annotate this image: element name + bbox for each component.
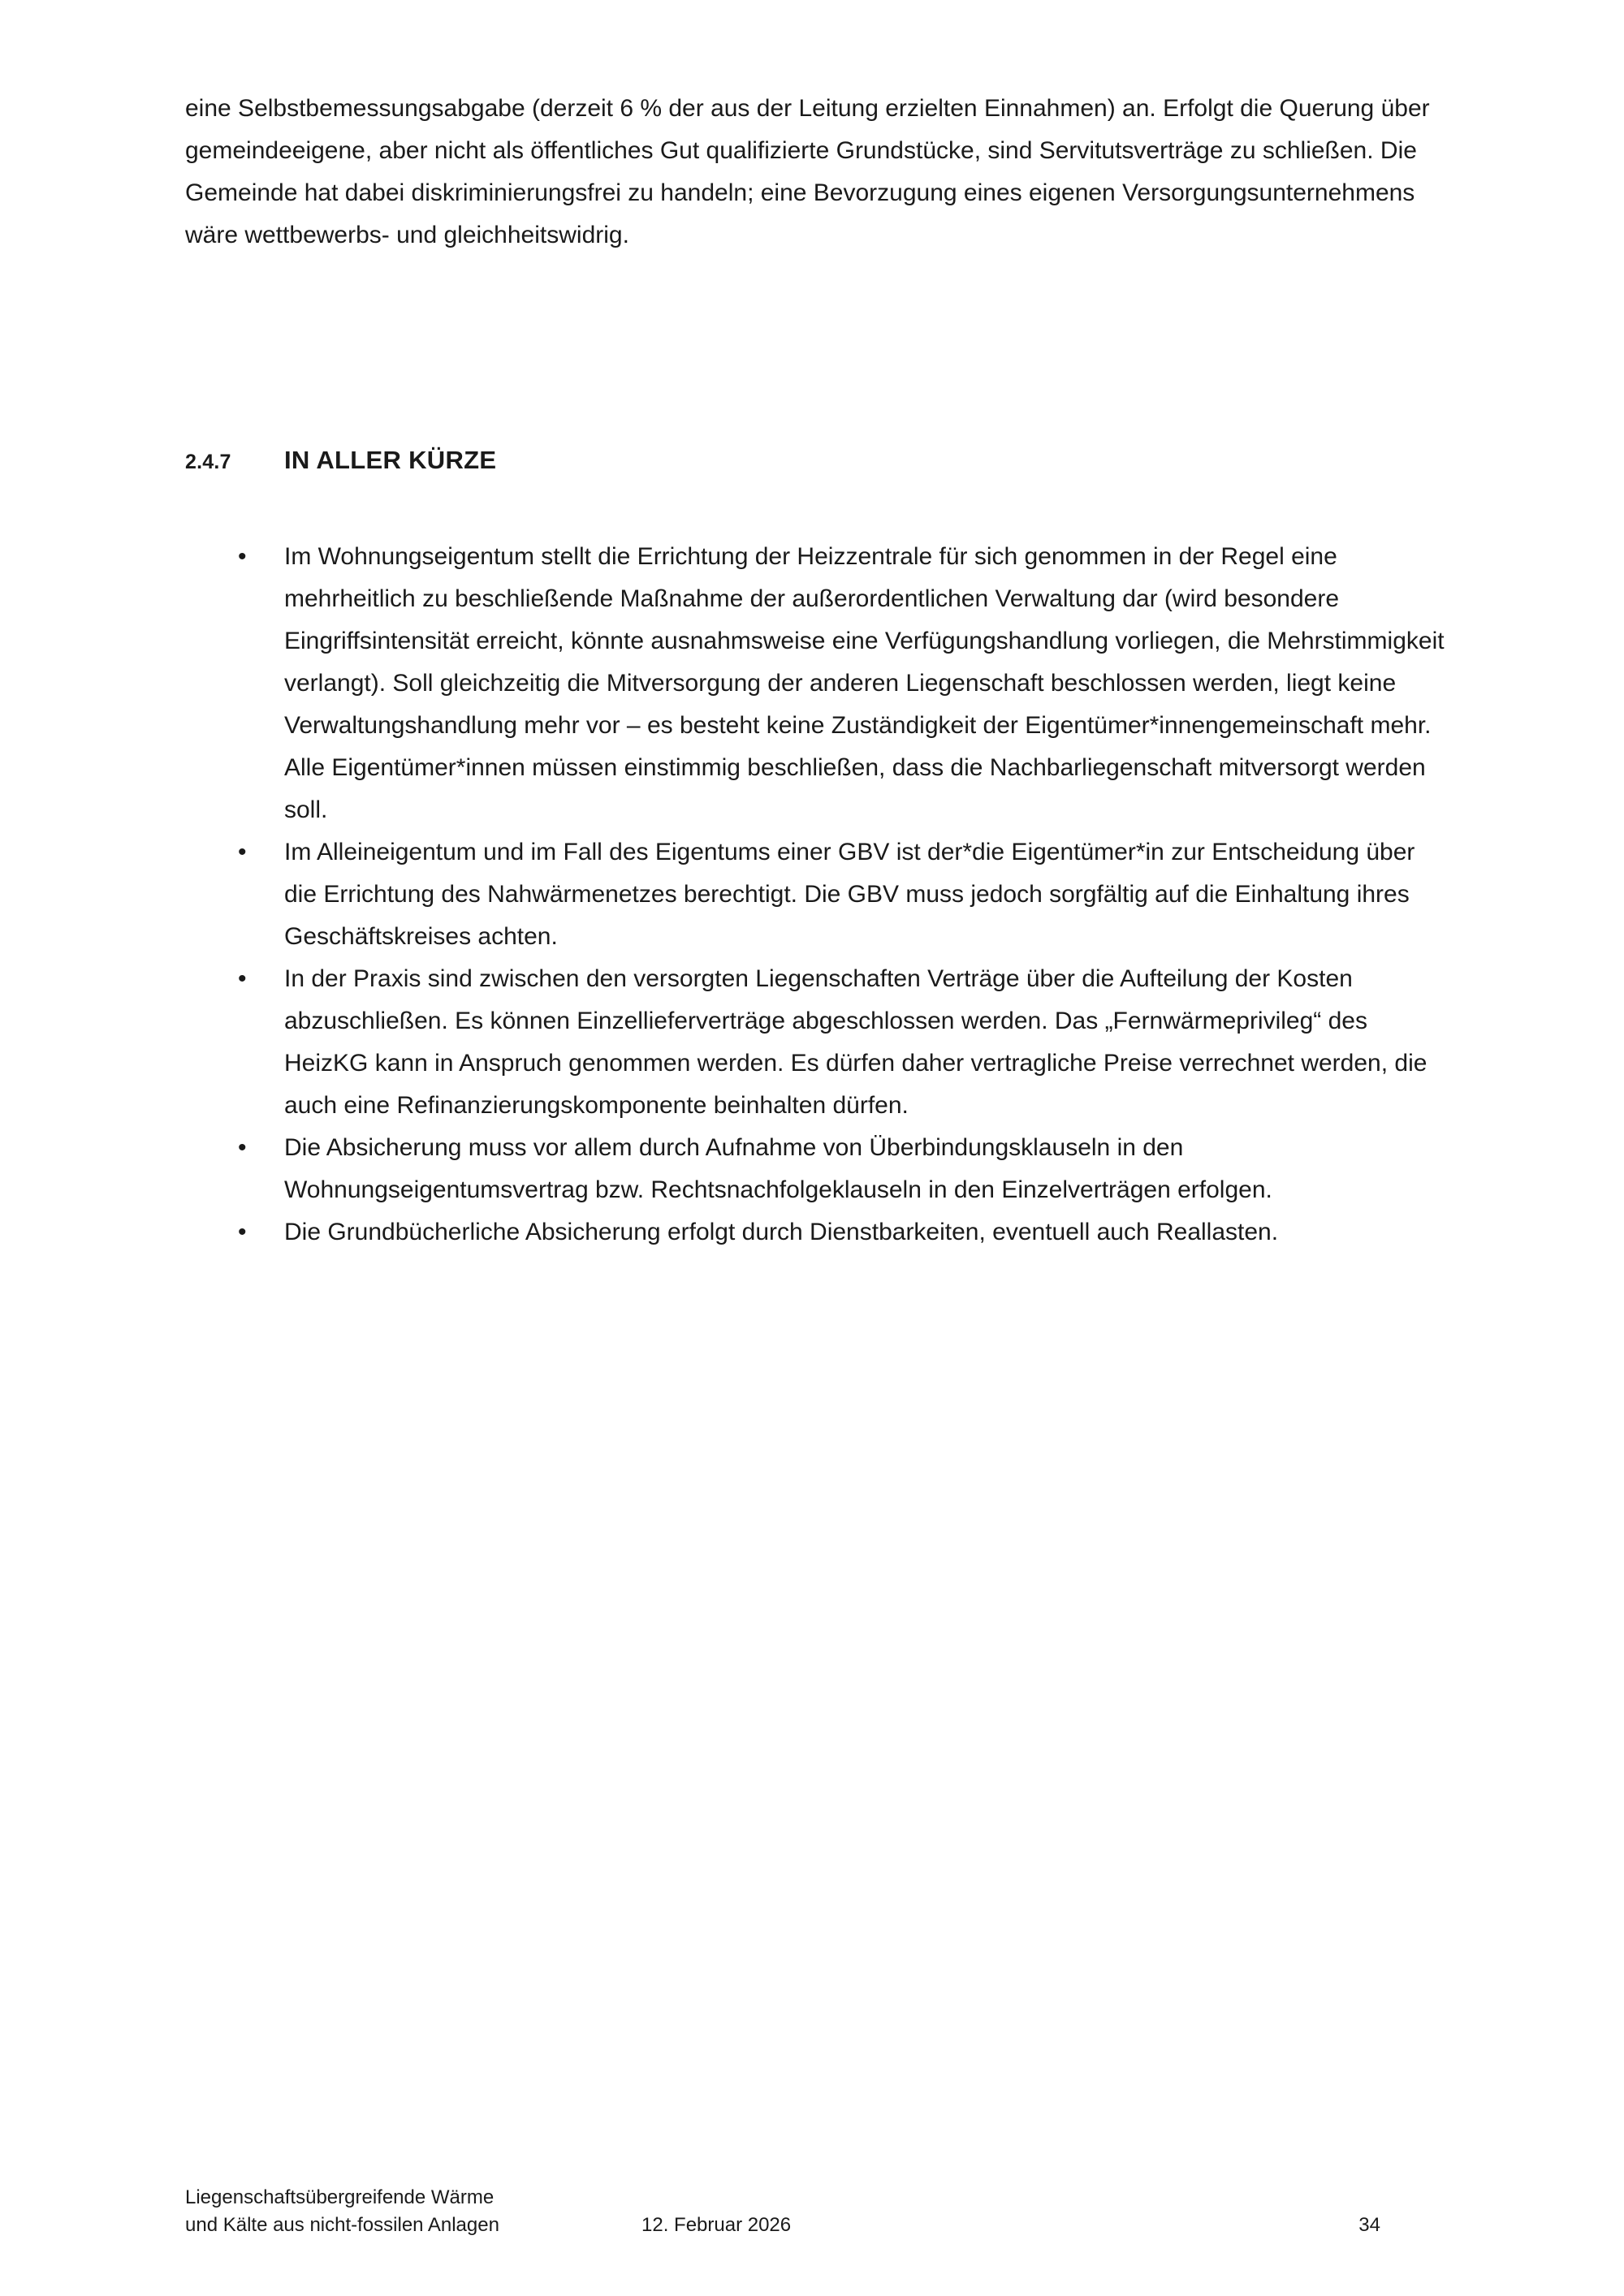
list-item: • In der Praxis sind zwischen den versorgten Liegenschaften Verträge über die Aufteilung der Kosten abzuschließen. Es können Einzellieferverträge abgeschlossen werden. Das „Fernwärmeprivileg“ des HeizKG kann in Anspruch genommen werden. Es dürfen daher vertragliche Preise verrechnet werden, die auch eine Refinanzierungskomponente beinhalten dürfen. xyxy=(284,958,1445,1127)
footer-date: 12. Februar 2026 xyxy=(641,2214,792,2236)
page-footer xyxy=(185,2184,1380,2239)
section-number: 2.4.7 xyxy=(185,451,231,473)
list-item: • Die Grundbücherliche Absicherung erfolgt durch Dienstbarkeiten, eventuell auch Reallasten. xyxy=(284,1211,1445,1254)
bullet-list xyxy=(185,536,1445,1254)
intro-paragraph: eine Selbstbemessungsabgabe (derzeit 6 % der aus der Leitung erzielten Einnahmen) an. Erfolgt die Querung über gemeindeeigene, aber nicht als öffentliches Gut qualifizierte Grundstücke, sind Servitutsverträge zu schließen. Die Gemeinde hat dabei diskriminierungsfrei zu handeln; eine Bevorzugung eines eigenen Versorgungsunternehmens wäre wettbewerbs- und gleichheitswidrig. xyxy=(185,95,1430,248)
footer-title-line: und Kälte aus nicht-fossilen Anlagen xyxy=(185,2214,499,2236)
footer-title-line: Liegenschaftsübergreifende Wärme xyxy=(185,2186,495,2208)
section-title: IN ALLER KÜRZE xyxy=(284,446,497,474)
list-item: • Im Alleineigentum und im Fall des Eigentums einer GBV ist der*die Eigentümer*in zur Entscheidung über die Errichtung des Nahwärmenetzes berechtigt. Die GBV muss jedoch sorgfältig auf die Einhaltung ihres Geschäftskreises achten. xyxy=(284,831,1445,958)
footer-document-title xyxy=(185,2184,641,2239)
list-item: • Die Absicherung muss vor allem durch Aufnahme von Überbindungsklauseln in den Wohnungseigentumsvertrag bzw. Rechtsnachfolgeklauseln in den Einzelverträgen erfolgen. xyxy=(284,1127,1445,1211)
list-item: • Im Wohnungseigentum stellt die Errichtung der Heizzentrale für sich genommen in der Regel eine mehrheitlich zu beschließende Maßnahme der außerordentlichen Verwaltung dar (wird besondere Eingriffsintensität erreicht, könnte ausnahmsweise eine Verfügungshandlung vorliegen, die Mehrstimmigkeit verlangt). Soll gleichzeitig die Mitversorgung der anderen Liegenschaft beschlossen werden, liegt keine Verwaltungshandlung mehr vor – es besteht keine Zuständigkeit der Eigentümer*innengemeinschaft mehr. Alle Eigentümer*innen müssen einstimmig beschließen, dass die Nachbarliegenschaft mitversorgt werden soll. xyxy=(284,536,1445,831)
section-heading xyxy=(185,439,1445,483)
footer-page-number: 34 xyxy=(1358,2214,1380,2236)
